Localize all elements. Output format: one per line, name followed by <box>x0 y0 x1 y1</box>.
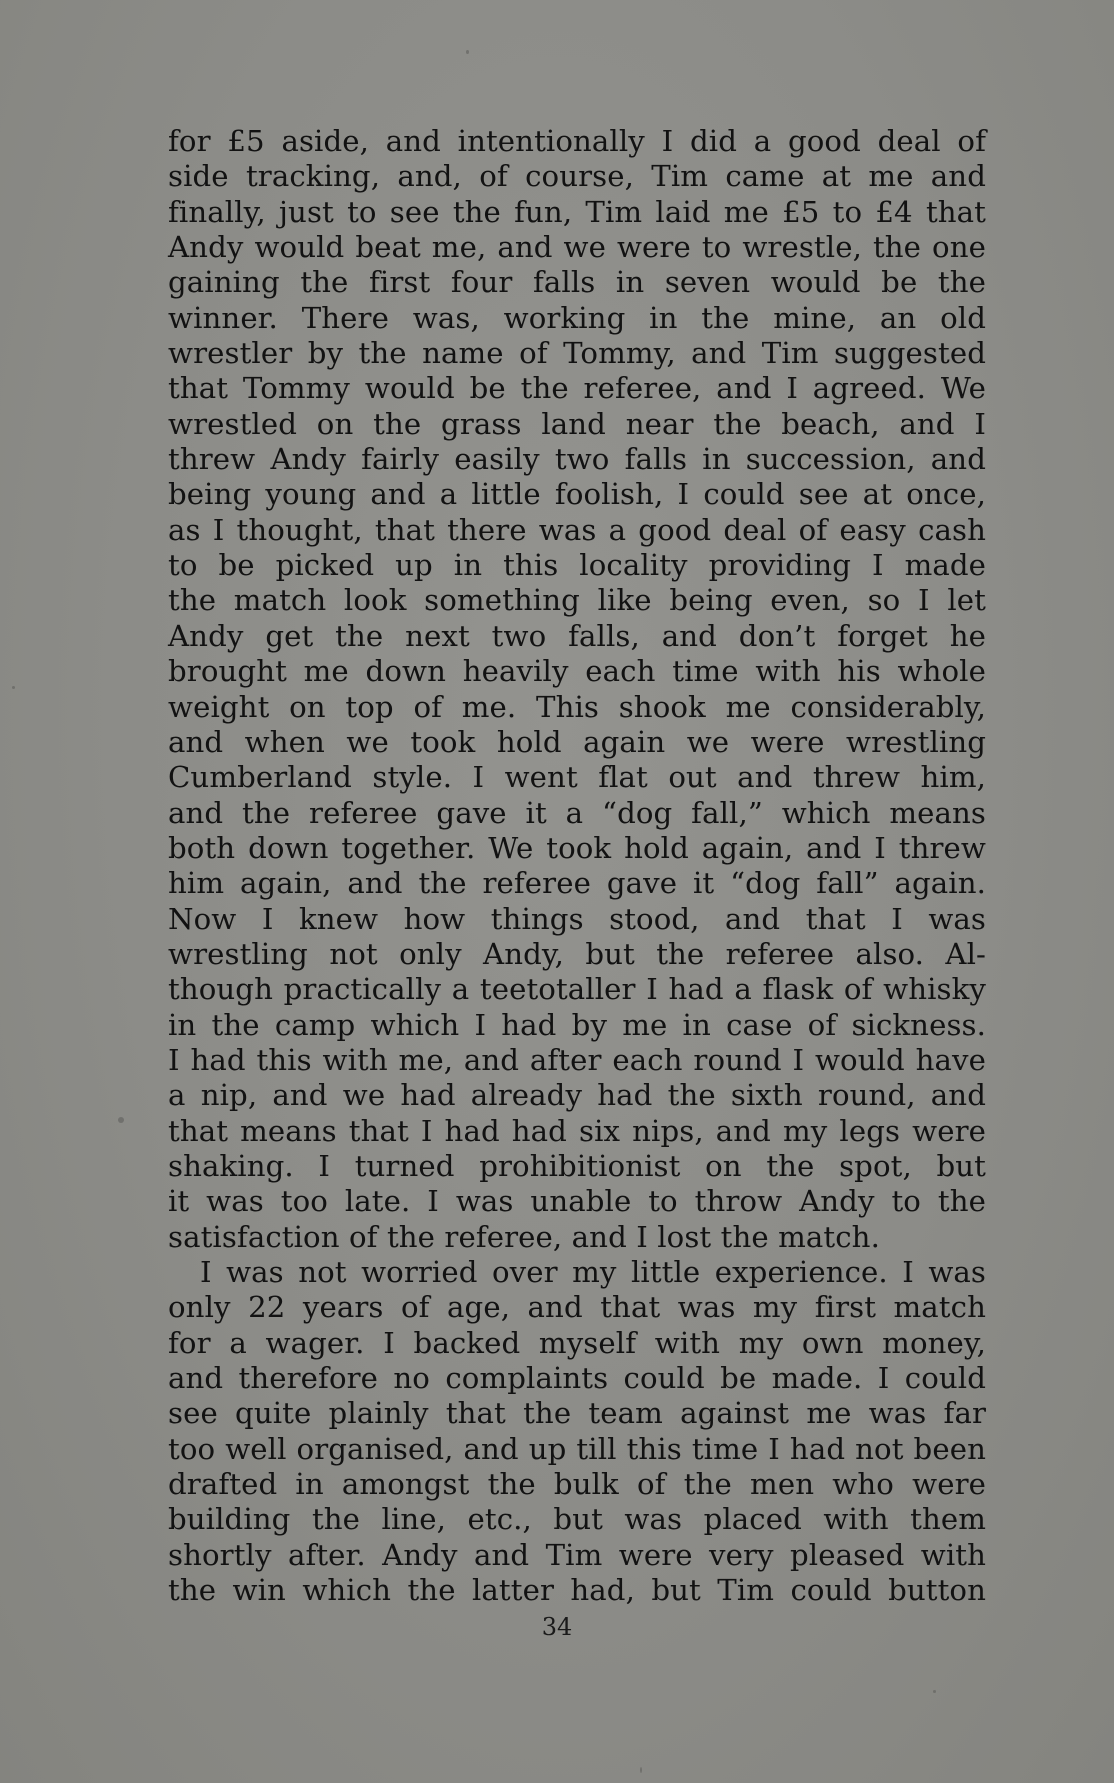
paper-speck <box>466 50 469 54</box>
paper-speck <box>12 686 15 689</box>
text-line: that Tommy would be the referee, and I agreed. We <box>168 371 986 406</box>
text-line-paragraph-end: satisfaction of the referee, and I lost the match. <box>168 1219 880 1254</box>
text-line: building the line, etc., but was placed with them <box>168 1502 986 1537</box>
text-line: and therefore no complaints could be made. I could <box>168 1361 986 1396</box>
text-line: shaking. I turned prohibitionist on the spot, but <box>168 1148 986 1183</box>
text-line: though practically a teetotaller I had a flask of whisky <box>168 972 986 1007</box>
text-line: drafted in amongst the bulk of the men who were <box>168 1467 986 1502</box>
text-line: the match look something like being even, so I let <box>168 583 986 618</box>
paper-speck <box>933 1690 936 1693</box>
text-line: him again, and the referee gave it “dog fall” again. <box>168 866 986 901</box>
text-line: brought me down heavily each time with his whole <box>168 654 986 689</box>
body-text <box>168 124 986 1608</box>
text-line: wrestling not only Andy, but the referee also. Al- <box>168 936 986 971</box>
text-line: and when we took hold again we were wrestling <box>168 724 986 759</box>
text-line: weight on top of me. This shook me considerably, <box>168 689 986 724</box>
text-line: a nip, and we had already had the sixth round, and <box>168 1078 986 1113</box>
text-line: both down together. We took hold again, and I threw <box>168 830 986 865</box>
text-line: threw Andy fairly easily two falls in succession, and <box>168 442 986 477</box>
text-line: being young and a little foolish, I could see at once, <box>168 477 986 512</box>
text-line: that means that I had had six nips, and my legs were <box>168 1113 986 1148</box>
text-line: Andy would beat me, and we were to wrestle, the one <box>168 230 986 265</box>
text-line: winner. There was, working in the mine, an old <box>168 300 986 335</box>
text-line-paragraph-start: I was not worried over my little experience. I was <box>200 1255 986 1289</box>
page-number: 34 <box>541 1613 573 1641</box>
text-line: Now I knew how things stood, and that I was <box>168 901 986 936</box>
text-line: side tracking, and, of course, Tim came at me and <box>168 159 986 194</box>
paper-speck <box>118 1117 124 1123</box>
text-line: wrestled on the grass land near the beach, and I <box>168 406 986 441</box>
text-line: for a wager. I backed myself with my own money, <box>168 1325 986 1360</box>
text-line: only 22 years of age, and that was my first match <box>168 1290 986 1325</box>
paper-speck <box>640 1767 642 1773</box>
text-line: shortly after. Andy and Tim were very pleased with <box>168 1537 986 1572</box>
text-line: too well organised, and up till this time I had not been <box>168 1431 986 1466</box>
text-line: to be picked up in this locality providing I made <box>168 548 986 583</box>
text-line: wrestler by the name of Tommy, and Tim suggested <box>168 336 986 371</box>
text-line: see quite plainly that the team against me was far <box>168 1396 986 1431</box>
text-line: I had this with me, and after each round I would have <box>168 1042 986 1077</box>
text-line: it was too late. I was unable to throw Andy to the <box>168 1184 986 1219</box>
text-line: in the camp which I had by me in case of sickness. <box>168 1007 986 1042</box>
text-line: finally, just to see the fun, Tim laid me £5 to £4 that <box>168 194 986 229</box>
text-line: and the referee gave it a “dog fall,” which means <box>168 795 986 830</box>
text-line: as I thought, that there was a good deal of easy cash <box>168 512 986 547</box>
text-line: for £5 aside, and intentionally I did a good deal of <box>168 124 986 158</box>
text-line: the win which the latter had, but Tim could button <box>168 1573 986 1608</box>
text-line: Andy get the next two falls, and don’t forget he <box>168 618 986 653</box>
text-line: Cumberland style. I went flat out and threw him, <box>168 760 986 795</box>
text-line: gaining the first four falls in seven would be the <box>168 265 986 300</box>
